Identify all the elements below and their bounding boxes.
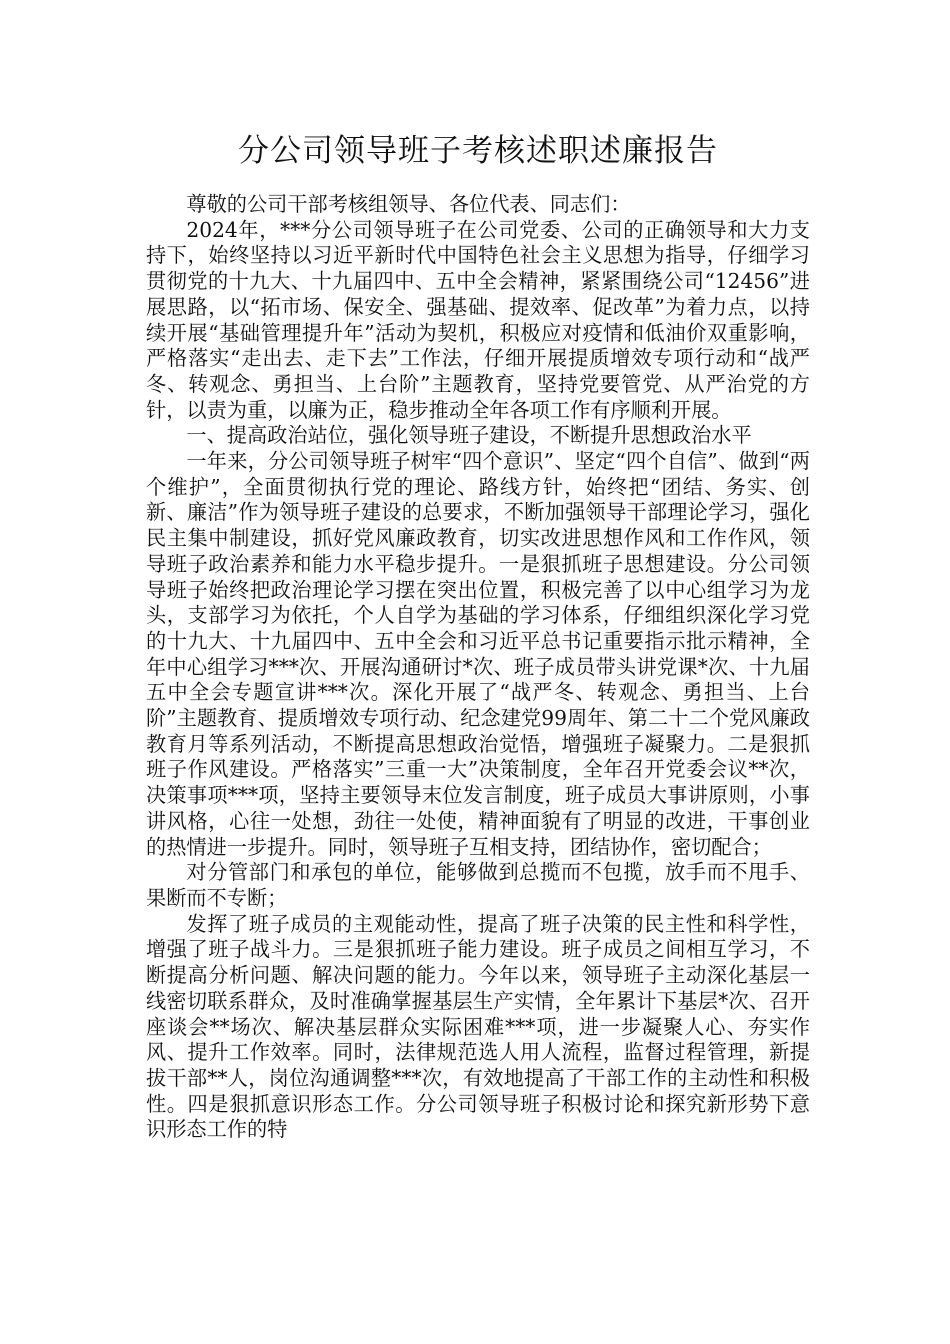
body-paragraph: 对分管部门和承包的单位，能够做到总揽而不包揽，放手而不甩手、果断而不专断； <box>146 860 810 910</box>
intro-paragraph: 2024年，***分公司领导班子在公司党委、公司的正确领导和大力支持下，始终坚持以习近平新时代中国特色社会主义思想为指导，仔细学习贯彻党的十九大、十九届四中、五中全会精神，紧紧围绕公司“12456”进展思路，以“拓市场、保安全、强基础、提效率、促改革”为着力点，以持续开展“基础管理提升年”活动为契机，积极应对疫情和低油价双重影响，严格落实“走出去、走下去”工作法，仔细开展提质增效专项行动和“战严冬、转观念、勇担当、上台阶”主题教育，坚持党要管党、从严治党的方针，以责为重，以廉为正，稳步推动全年各项工作有序顺利开展。 <box>146 217 810 422</box>
body-paragraph: 一年来，分公司领导班子树牢“四个意识”、坚定“四个自信”、做到“两个维护”，全面贯彻执行党的理论、路线方针，始终把“团结、务实、创新、廉洁”作为领导班子建设的总要求，不断加强领导干部理论学习，强化民主集中制建设，抓好党风廉政教育，切实改进思想作风和工作作风，领导班子政治素养和能力水平稳步提升。一是狠抓班子思想建设。分公司领导班子始终把政治理论学习摆在突出位置，积极完善了以中心组学习为龙头，支部学习为依托，个人自学为基础的学习体系，仔细组织深化学习党的十九大、十九届四中、五中全会和习近平总书记重要指示批示精神，全年中心组学习***次、开展沟通研讨*次、班子成员带头讲党课*次、十九届五中全会专题宣讲***次。深化开展了“战严冬、转观念、勇担当、上台阶”主题教育、提质增效专项行动、纪念建党99周年、第二十二个党风廉政教育月等系列活动，不断提高思想政治觉悟，增强班子凝聚力。二是狠抓班子作风建设。严格落实”三重一大”决策制度，全年召开党委会议**次，决策事项***项，坚持主要领导末位发言制度，班子成员大事讲原则，小事讲风格，心往一处想，劲往一处使，精神面貌有了明显的改进，干事创业的热情进一步提升。同时，领导班子互相支持，团结协作，密切配合； <box>146 449 810 859</box>
document-title: 分公司领导班子考核述职述廉报告 <box>238 133 718 169</box>
salutation-paragraph: 尊敬的公司干部考核组领导、各位代表、同志们： <box>186 192 631 216</box>
section-heading: 一、提高政治站位，强化领导班子建设，不断提升思想政治水平 <box>186 423 752 448</box>
document-page <box>146 128 810 1143</box>
body-paragraph: 发挥了班子成员的主观能动性，提高了班子决策的民主性和科学性，增强了班子战斗力。三是狠抓班子能力建设。班子成员之间相互学习，不断提高分析问题、解决问题的能力。今年以来，领导班子主动深化基层一线密切联系群众，及时准确掌握基层生产实情，全年累计下基层*次、召开座谈会**场次、解决基层群众实际困难***项，进一步凝聚人心、夯实作风、提升工作效率。同时，法律规范选人用人流程，监督过程管理，新提拔干部**人，岗位沟通调整***次，有效地提高了干部工作的主动性和积极性。四是狠抓意识形态工作。分公司领导班子积极讨论和探究新形势下意识形态工作的特 <box>146 911 810 1142</box>
